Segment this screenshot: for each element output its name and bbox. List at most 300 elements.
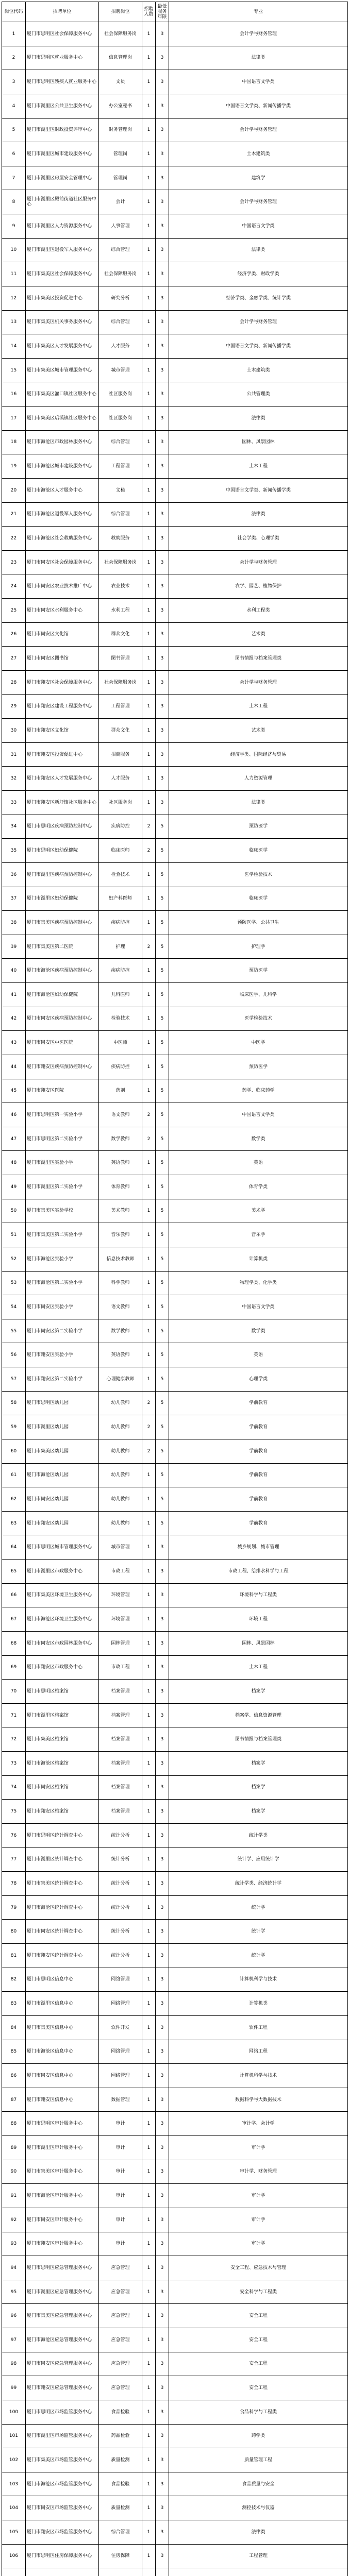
cell-major: 图书情报与档案管理类 bbox=[169, 647, 348, 671]
cell-min-service-years: 5 bbox=[156, 1079, 169, 1103]
cell-major: 统计学 bbox=[169, 1895, 348, 1920]
cell-headcount: 1 bbox=[142, 1848, 156, 1872]
table-row bbox=[2, 2424, 348, 2448]
cell-major: 法律类 bbox=[169, 502, 348, 527]
cell-min-service-years: 3 bbox=[156, 719, 169, 743]
table-row bbox=[2, 1127, 348, 1151]
cell-headcount: 1 bbox=[142, 190, 156, 214]
cell-position: 群众文化 bbox=[99, 622, 142, 647]
cell-employer: 厦门市同安区统计调查中心 bbox=[26, 1920, 99, 1944]
cell-employer: 厦门市集美区后溪镇社区服务中心 bbox=[26, 406, 99, 431]
cell-major: 园林、风景园林 bbox=[169, 430, 348, 454]
cell-employer: 厦门市思明区残疾人就业服务中心 bbox=[26, 70, 99, 94]
cell-employer: 厦门市海沧区幼儿园 bbox=[26, 1463, 99, 1487]
cell-major: 测控技术与仪器 bbox=[169, 2496, 348, 2520]
table-row bbox=[2, 502, 348, 527]
cell-position: 审计 bbox=[99, 2184, 142, 2208]
header-row bbox=[2, 2, 348, 22]
cell-position: 护理 bbox=[99, 935, 142, 959]
cell-employer: 厦门市湖里区财政投资评审中心 bbox=[26, 118, 99, 142]
cell-position: 统计分析 bbox=[99, 1895, 142, 1920]
cell-position-code: 82 bbox=[2, 1968, 26, 1992]
cell-major: 农学、园艺、植物保护 bbox=[169, 574, 348, 599]
cell-position-code: 29 bbox=[2, 694, 26, 719]
cell-headcount: 1 bbox=[142, 911, 156, 935]
cell-min-service-years: 3 bbox=[156, 430, 169, 454]
cell-major: 预防医学 bbox=[169, 959, 348, 983]
cell-headcount: 1 bbox=[142, 719, 156, 743]
cell-min-service-years: 3 bbox=[156, 2424, 169, 2448]
table-row bbox=[2, 2208, 348, 2232]
cell-min-service-years: 3 bbox=[156, 502, 169, 527]
cell-position-code: 22 bbox=[2, 527, 26, 551]
cell-position: 质量检测 bbox=[99, 2448, 142, 2472]
cell-position: 救助服务 bbox=[99, 527, 142, 551]
cell-major: 人力资源管理 bbox=[169, 767, 348, 791]
cell-position: 审计 bbox=[99, 2232, 142, 2256]
cell-employer: 厦门市思明区审计服务中心 bbox=[26, 2112, 99, 2136]
table-row bbox=[2, 2496, 348, 2520]
table-row bbox=[2, 622, 348, 647]
cell-headcount: 2 bbox=[142, 1439, 156, 1463]
cell-min-service-years: 3 bbox=[156, 1607, 169, 1632]
header-employer: 招聘单位 bbox=[26, 2, 99, 22]
table-row bbox=[2, 2568, 348, 2576]
cell-employer: 厦门市翔安区新圩镇社区服务中心 bbox=[26, 791, 99, 815]
cell-position-code: 63 bbox=[2, 1511, 26, 1535]
cell-headcount: 1 bbox=[142, 94, 156, 118]
cell-position: 疾病防控 bbox=[99, 1055, 142, 1079]
cell-employer: 厦门市同安区幼儿园 bbox=[26, 1487, 99, 1512]
cell-employer: 厦门市海沧区环境卫生服务中心 bbox=[26, 1607, 99, 1632]
cell-headcount: 1 bbox=[142, 2256, 156, 2280]
cell-min-service-years: 3 bbox=[156, 791, 169, 815]
cell-major: 土木建筑类 bbox=[169, 142, 348, 166]
cell-min-service-years: 5 bbox=[156, 1271, 169, 1295]
table-row bbox=[2, 454, 348, 479]
cell-employer: 厦门市同安区市政园林服务中心 bbox=[26, 1631, 99, 1655]
table-row bbox=[2, 1031, 348, 1055]
table-row bbox=[2, 22, 348, 46]
cell-min-service-years: 3 bbox=[156, 2376, 169, 2400]
cell-position-code: 97 bbox=[2, 2328, 26, 2352]
cell-position: 网络管理 bbox=[99, 2040, 142, 2064]
cell-position-code: 48 bbox=[2, 1151, 26, 1175]
cell-major: 安全科学与工程类 bbox=[169, 2280, 348, 2304]
table-row bbox=[2, 2136, 348, 2160]
cell-headcount: 1 bbox=[142, 1823, 156, 1848]
cell-employer: 厦门市集美区信息中心 bbox=[26, 2015, 99, 2040]
cell-employer: 厦门市同安区疾病预防控制中心 bbox=[26, 1007, 99, 1031]
table-row bbox=[2, 1944, 348, 1968]
cell-position: 社会保障服务岗 bbox=[99, 262, 142, 286]
cell-position: 城市管理 bbox=[99, 358, 142, 382]
cell-position-code: 90 bbox=[2, 2160, 26, 2184]
table-row bbox=[2, 1872, 348, 1896]
cell-headcount: 1 bbox=[142, 142, 156, 166]
cell-headcount: 1 bbox=[142, 1968, 156, 1992]
cell-position: 疾病防控 bbox=[99, 815, 142, 839]
cell-major: 临床医学、儿科学 bbox=[169, 983, 348, 1007]
cell-position-code: 105 bbox=[2, 2520, 26, 2545]
cell-min-service-years: 3 bbox=[156, 1655, 169, 1680]
cell-position-code: 94 bbox=[2, 2256, 26, 2280]
cell-major: 城乡规划、城市管理 bbox=[169, 1535, 348, 1560]
table-row bbox=[2, 1055, 348, 1079]
cell-employer: 厦门市湖里区城市建设服务中心 bbox=[26, 142, 99, 166]
table-row bbox=[2, 2376, 348, 2400]
cell-headcount: 1 bbox=[142, 1775, 156, 1800]
cell-major: 建筑学 bbox=[169, 166, 348, 190]
cell-position: 网络管理 bbox=[99, 2064, 142, 2088]
cell-employer: 厦门市翔安区信息中心 bbox=[26, 2088, 99, 2112]
cell-major: 统计学 bbox=[169, 1920, 348, 1944]
cell-min-service-years: 5 bbox=[156, 1007, 169, 1031]
cell-major: 园林、风景园林 bbox=[169, 1631, 348, 1655]
cell-position: 质量检测 bbox=[99, 2496, 142, 2520]
table-row bbox=[2, 430, 348, 454]
cell-major: 安全工程 bbox=[169, 2376, 348, 2400]
cell-min-service-years: 3 bbox=[156, 670, 169, 694]
cell-position: 综合管理 bbox=[99, 310, 142, 334]
cell-employer: 厦门市翔安区社会保障服务中心 bbox=[26, 670, 99, 694]
cell-major: 计算机类 bbox=[169, 1992, 348, 2016]
cell-headcount: 1 bbox=[142, 1895, 156, 1920]
cell-min-service-years: 3 bbox=[156, 2040, 169, 2064]
cell-headcount: 1 bbox=[142, 1223, 156, 1247]
cell-min-service-years: 3 bbox=[156, 2208, 169, 2232]
table-row bbox=[2, 1895, 348, 1920]
cell-min-service-years: 3 bbox=[156, 694, 169, 719]
cell-major: 安全工程 bbox=[169, 2304, 348, 2328]
header-headcount: 招聘人数 bbox=[142, 2, 156, 22]
cell-position: 图书管理 bbox=[99, 647, 142, 671]
cell-major: 体育学类 bbox=[169, 1175, 348, 1199]
cell-headcount: 1 bbox=[142, 622, 156, 647]
cell-headcount: 1 bbox=[142, 1199, 156, 1223]
cell-position-code: 92 bbox=[2, 2208, 26, 2232]
cell-min-service-years: 3 bbox=[156, 1680, 169, 1704]
table-row bbox=[2, 1511, 348, 1535]
cell-position-code: 77 bbox=[2, 1848, 26, 1872]
cell-min-service-years: 5 bbox=[156, 1103, 169, 1127]
cell-position-code: 56 bbox=[2, 1343, 26, 1367]
table-row bbox=[2, 1295, 348, 1319]
cell-min-service-years: 3 bbox=[156, 2256, 169, 2280]
table-row bbox=[2, 1583, 348, 1607]
cell-employer: 厦门市海沧区退役军人服务中心 bbox=[26, 502, 99, 527]
table-row bbox=[2, 862, 348, 887]
cell-headcount: 1 bbox=[142, 2520, 156, 2545]
cell-min-service-years: 3 bbox=[156, 2520, 169, 2545]
cell-employer: 厦门市思明区档案馆 bbox=[26, 1680, 99, 1704]
cell-headcount: 1 bbox=[142, 2136, 156, 2160]
cell-major: 学前教育 bbox=[169, 1391, 348, 1415]
cell-headcount: 1 bbox=[142, 214, 156, 239]
cell-position-code: 73 bbox=[2, 1752, 26, 1776]
cell-position-code: 30 bbox=[2, 719, 26, 743]
cell-employer: 厦门市海沧区妇幼保健院 bbox=[26, 983, 99, 1007]
cell-major: 药学类 bbox=[169, 2424, 348, 2448]
cell-position: 环境管理 bbox=[99, 1607, 142, 1632]
cell-min-service-years: 5 bbox=[156, 1463, 169, 1487]
cell-employer: 厦门市翔安区审计服务中心 bbox=[26, 2232, 99, 2256]
cell-headcount: 1 bbox=[142, 2040, 156, 2064]
cell-min-service-years: 5 bbox=[156, 911, 169, 935]
cell-position-code: 75 bbox=[2, 1800, 26, 1824]
cell-headcount: 1 bbox=[142, 767, 156, 791]
cell-major: 图书情报与档案管理类 bbox=[169, 1727, 348, 1752]
cell-headcount: 2 bbox=[142, 815, 156, 839]
cell-major: 档案学 bbox=[169, 1775, 348, 1800]
cell-employer: 厦门市翔安区文化馆 bbox=[26, 719, 99, 743]
cell-major: 法律类 bbox=[169, 791, 348, 815]
cell-employer: 厦门市同安区市场监管服务中心 bbox=[26, 2496, 99, 2520]
cell-position-code: 59 bbox=[2, 1415, 26, 1439]
table-row bbox=[2, 2064, 348, 2088]
cell-major: 中国语言文学类 bbox=[169, 1103, 348, 1127]
table-row bbox=[2, 190, 348, 214]
cell-position-code: 106 bbox=[2, 2544, 26, 2568]
cell-employer: 厦门市集美区幼儿园 bbox=[26, 1439, 99, 1463]
cell-employer: 厦门市同安区审计服务中心 bbox=[26, 2208, 99, 2232]
cell-major: 土木工程 bbox=[169, 1655, 348, 1680]
table-row bbox=[2, 358, 348, 382]
table-row bbox=[2, 887, 348, 911]
table-row bbox=[2, 1271, 348, 1295]
cell-headcount: 1 bbox=[142, 887, 156, 911]
cell-employer: 厦门市集美区疾病预防控制中心 bbox=[26, 911, 99, 935]
cell-major: 中国语言文学类、新闻传播学类 bbox=[169, 94, 348, 118]
cell-position: 财务管理岗 bbox=[99, 118, 142, 142]
cell-major: 数学类 bbox=[169, 1319, 348, 1343]
cell-min-service-years: 3 bbox=[156, 2136, 169, 2160]
cell-min-service-years: 5 bbox=[156, 1487, 169, 1512]
cell-major bbox=[169, 2568, 348, 2576]
cell-position-code: 74 bbox=[2, 1775, 26, 1800]
cell-employer: 厦门市翔安区市政服务中心 bbox=[26, 1655, 99, 1680]
cell-min-service-years: 5 bbox=[156, 1127, 169, 1151]
cell-headcount: 1 bbox=[142, 1031, 156, 1055]
cell-headcount: 1 bbox=[142, 959, 156, 983]
cell-major: 档案学 bbox=[169, 1752, 348, 1776]
cell-min-service-years: 3 bbox=[156, 2232, 169, 2256]
cell-position-code: 23 bbox=[2, 550, 26, 574]
cell-major: 物理学类、化学类 bbox=[169, 1271, 348, 1295]
cell-employer: 厦门市思明区应急管理服务中心 bbox=[26, 2256, 99, 2280]
cell-position-code: 7 bbox=[2, 166, 26, 190]
cell-position-code: 17 bbox=[2, 406, 26, 431]
cell-position-code: 71 bbox=[2, 1703, 26, 1727]
table-row bbox=[2, 983, 348, 1007]
cell-position: 统计分析 bbox=[99, 1920, 142, 1944]
header-major: 专业 bbox=[169, 2, 348, 22]
cell-position: 文秘 bbox=[99, 478, 142, 502]
cell-position-code bbox=[2, 2568, 26, 2576]
cell-position: 应急管理 bbox=[99, 2328, 142, 2352]
cell-position-code: 78 bbox=[2, 1872, 26, 1896]
cell-position-code: 16 bbox=[2, 382, 26, 406]
cell-employer: 厦门市翔安区疾病预防控制中心 bbox=[26, 1055, 99, 1079]
cell-position-code: 79 bbox=[2, 1895, 26, 1920]
cell-major: 统计学类、经济统计学 bbox=[169, 1872, 348, 1896]
cell-headcount: 1 bbox=[142, 262, 156, 286]
cell-major: 经济学类、财政学类 bbox=[169, 262, 348, 286]
table-row bbox=[2, 166, 348, 190]
cell-major: 法律类 bbox=[169, 238, 348, 262]
cell-employer: 厦门市思明区第一实验小学 bbox=[26, 1103, 99, 1127]
cell-position: 幼儿教师 bbox=[99, 1463, 142, 1487]
cell-headcount: 1 bbox=[142, 1151, 156, 1175]
cell-min-service-years: 5 bbox=[156, 1511, 169, 1535]
table-row bbox=[2, 2040, 348, 2064]
cell-employer: 厦门市海沧区信息中心 bbox=[26, 2040, 99, 2064]
cell-position: 社会保障服务岗 bbox=[99, 670, 142, 694]
cell-position-code: 32 bbox=[2, 767, 26, 791]
cell-min-service-years: 3 bbox=[156, 2015, 169, 2040]
table-row bbox=[2, 2160, 348, 2184]
cell-major: 审计学 bbox=[169, 2208, 348, 2232]
cell-employer: 厦门市湖里区信息中心 bbox=[26, 1992, 99, 2016]
table-row bbox=[2, 2304, 348, 2328]
cell-position: 市政工程 bbox=[99, 1560, 142, 1584]
table-row bbox=[2, 1343, 348, 1367]
cell-min-service-years: 3 bbox=[156, 478, 169, 502]
cell-min-service-years: 5 bbox=[156, 1343, 169, 1367]
cell-min-service-years: 3 bbox=[156, 2400, 169, 2424]
cell-min-service-years: 3 bbox=[156, 1752, 169, 1776]
table-row bbox=[2, 1103, 348, 1127]
cell-position-code: 62 bbox=[2, 1487, 26, 1512]
cell-major: 市政工程、给排水科学与工程 bbox=[169, 1560, 348, 1584]
cell-min-service-years: 5 bbox=[156, 1295, 169, 1319]
cell-min-service-years: 3 bbox=[156, 1535, 169, 1560]
cell-headcount: 1 bbox=[142, 694, 156, 719]
cell-major: 计算机类 bbox=[169, 1247, 348, 1271]
table-row bbox=[2, 2544, 348, 2568]
table-row bbox=[2, 142, 348, 166]
cell-position-code: 38 bbox=[2, 911, 26, 935]
cell-major: 临床医学 bbox=[169, 839, 348, 863]
cell-major: 会计学与财务管理 bbox=[169, 22, 348, 46]
cell-headcount: 1 bbox=[142, 1920, 156, 1944]
cell-employer: 厦门市集美区第二医院 bbox=[26, 935, 99, 959]
cell-employer: 厦门市湖里区退役军人服务中心 bbox=[26, 238, 99, 262]
cell-min-service-years: 5 bbox=[156, 1055, 169, 1079]
cell-min-service-years: 3 bbox=[156, 2304, 169, 2328]
cell-major: 食品质量与安全 bbox=[169, 2472, 348, 2496]
cell-employer: 厦门市思明区妇幼保健院 bbox=[26, 839, 99, 863]
cell-position-code: 55 bbox=[2, 1319, 26, 1343]
cell-position-code: 35 bbox=[2, 839, 26, 863]
cell-position-code: 41 bbox=[2, 983, 26, 1007]
table-row bbox=[2, 2280, 348, 2304]
cell-position-code: 93 bbox=[2, 2232, 26, 2256]
cell-headcount: 1 bbox=[142, 382, 156, 406]
cell-position: 幼儿教师 bbox=[99, 1415, 142, 1439]
cell-position: 城市管理 bbox=[99, 1535, 142, 1560]
cell-position-code: 19 bbox=[2, 454, 26, 479]
cell-headcount: 1 bbox=[142, 1872, 156, 1896]
cell-min-service-years: 3 bbox=[156, 1727, 169, 1752]
table-row bbox=[2, 767, 348, 791]
table-row bbox=[2, 647, 348, 671]
cell-employer: 厦门市翔安区医院 bbox=[26, 1079, 99, 1103]
cell-position: 幼儿教师 bbox=[99, 1487, 142, 1512]
cell-position: 语文教师 bbox=[99, 1103, 142, 1127]
cell-major: 软件工程 bbox=[169, 2015, 348, 2040]
cell-position: 妇产科医师 bbox=[99, 887, 142, 911]
cell-position-code: 76 bbox=[2, 1823, 26, 1848]
cell-min-service-years: 3 bbox=[156, 454, 169, 479]
cell-employer: 厦门市湖里区市场监管服务中心 bbox=[26, 2424, 99, 2448]
cell-employer: 厦门市海沧区人才服务中心 bbox=[26, 478, 99, 502]
cell-position-code: 2 bbox=[2, 46, 26, 70]
table-row bbox=[2, 1727, 348, 1752]
cell-position-code: 54 bbox=[2, 1295, 26, 1319]
cell-min-service-years: 3 bbox=[156, 190, 169, 214]
table-row bbox=[2, 550, 348, 574]
cell-employer: 厦门市海沧区统计调查中心 bbox=[26, 1895, 99, 1920]
cell-employer: 厦门市湖里区审计服务中心 bbox=[26, 2136, 99, 2160]
cell-position-code: 96 bbox=[2, 2304, 26, 2328]
cell-position: 数学教师 bbox=[99, 1319, 142, 1343]
table-row bbox=[2, 238, 348, 262]
table-row bbox=[2, 815, 348, 839]
cell-employer: 厦门市思明区社会保障服务中心 bbox=[26, 22, 99, 46]
cell-major: 艺术类 bbox=[169, 622, 348, 647]
cell-position: 综合管理 bbox=[99, 238, 142, 262]
cell-major: 数学类 bbox=[169, 1127, 348, 1151]
cell-headcount: 1 bbox=[142, 2112, 156, 2136]
cell-position-code: 21 bbox=[2, 502, 26, 527]
cell-major: 审计学、财务管理 bbox=[169, 2160, 348, 2184]
cell-employer: 厦门市集美区投资促进中心 bbox=[26, 286, 99, 310]
cell-employer: 厦门市海沧区城市建设服务中心 bbox=[26, 454, 99, 479]
cell-min-service-years: 3 bbox=[156, 1944, 169, 1968]
table-header bbox=[2, 2, 348, 22]
cell-employer: 厦门市海沧区社会救助服务中心 bbox=[26, 527, 99, 551]
cell-position: 临床医师 bbox=[99, 839, 142, 863]
cell-position-code: 24 bbox=[2, 574, 26, 599]
cell-position: 住房保障 bbox=[99, 2544, 142, 2568]
table-row bbox=[2, 2112, 348, 2136]
table-row bbox=[2, 334, 348, 359]
cell-employer: 厦门市集美区市场监管服务中心 bbox=[26, 2448, 99, 2472]
cell-employer: 厦门市同安区图书馆 bbox=[26, 647, 99, 671]
cell-position: 网络管理 bbox=[99, 1992, 142, 2016]
cell-position: 数学教师 bbox=[99, 1127, 142, 1151]
cell-min-service-years: 3 bbox=[156, 1872, 169, 1896]
cell-position: 档案管理 bbox=[99, 1775, 142, 1800]
table-row bbox=[2, 694, 348, 719]
cell-position: 审计 bbox=[99, 2208, 142, 2232]
cell-headcount: 1 bbox=[142, 286, 156, 310]
cell-headcount: 1 bbox=[142, 742, 156, 767]
cell-major: 统计学 bbox=[169, 1944, 348, 1968]
cell-headcount: 1 bbox=[142, 1319, 156, 1343]
table-row bbox=[2, 839, 348, 863]
cell-position: 招商服务 bbox=[99, 742, 142, 767]
cell-min-service-years: 5 bbox=[156, 935, 169, 959]
table-row bbox=[2, 310, 348, 334]
table-row bbox=[2, 1079, 348, 1103]
cell-position: 信息技术教师 bbox=[99, 1247, 142, 1271]
cell-employer: 厦门市海沧区疾病预防控制中心 bbox=[26, 959, 99, 983]
cell-headcount bbox=[142, 2568, 156, 2576]
cell-employer: 厦门市思明区市场监管服务中心 bbox=[26, 2400, 99, 2424]
cell-major: 审计学 bbox=[169, 2232, 348, 2256]
